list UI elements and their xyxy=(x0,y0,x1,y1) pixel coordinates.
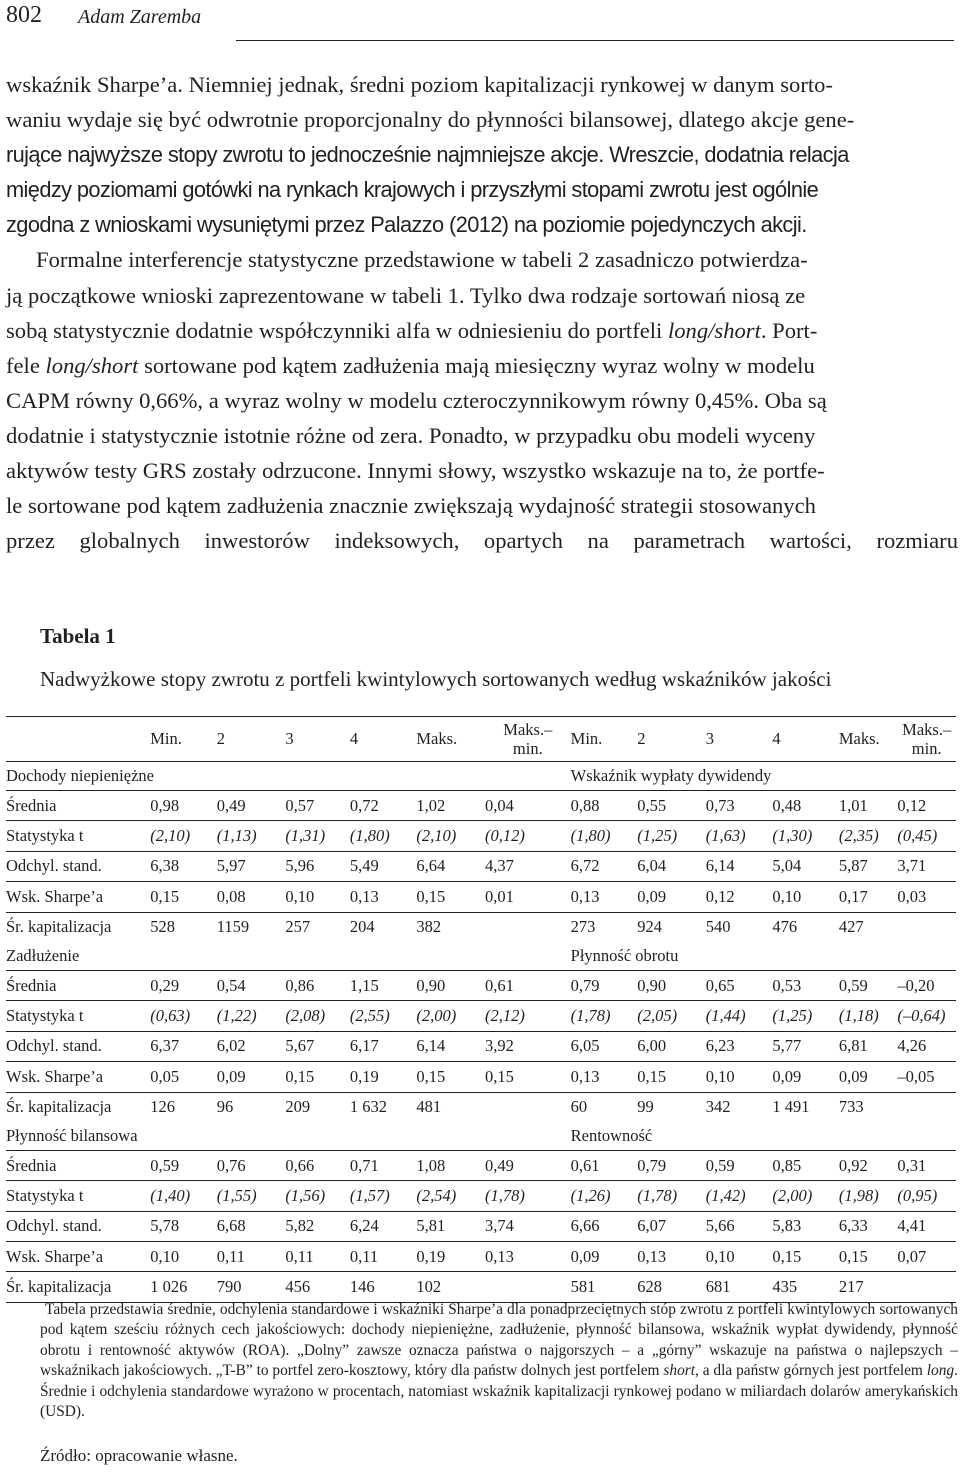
table-cell: 4,41 xyxy=(897,1216,927,1236)
table-cell: 0,15 xyxy=(637,1066,667,1086)
section-title-right: Wskaźnik wypłaty dywidendy xyxy=(570,766,772,785)
table-row xyxy=(6,1092,956,1122)
page-header xyxy=(6,2,954,36)
table-row xyxy=(6,851,956,881)
table-row xyxy=(6,1211,956,1241)
table-cell: 0,15 xyxy=(838,1246,868,1266)
table-cell: 0,01 xyxy=(484,886,514,906)
table-cell: (0,45) xyxy=(897,826,938,846)
table-cell: 681 xyxy=(705,1277,731,1297)
table-cell: 3,74 xyxy=(484,1216,514,1236)
table-cell: 790 xyxy=(216,1277,242,1297)
table-cell: 0,13 xyxy=(349,886,379,906)
table-cell: (1,25) xyxy=(637,826,678,846)
paragraph-2-line-2: ją początkowe wnioski zaprezentowane w tabeli 1. Tylko dwa rodzaje sortowań niosą ze xyxy=(6,282,806,308)
row-label: Odchyl. stand. xyxy=(6,1216,102,1236)
row-label: Śr. kapitalizacja xyxy=(6,1277,112,1297)
table-cell: 0,90 xyxy=(637,975,667,995)
table-row xyxy=(6,1272,956,1302)
table-cell: 342 xyxy=(705,1097,731,1117)
note-text-1: Tabela przedstawia średnie, odchylenia standardowe i wskaźniki Sharpe’a dla ponadprzeciętnych stóp zwrotu z portfeli kwintylowych sortowanych pod kątem sześciu różnych cech jakościowych: dochody niepieniężne, zadłużenie, płynność bilansowa, wskaźnik wypłat dywidendy, płynność obrotu i rentowność aktywów (ROA). „Dolny” zawsze oznacza państwa o najgorszych – a „górny” wskazuje na państwa o najlepszych – wskaźnikach jakościowych. „T-B” to portfel zero-kosztowy, który dla państw dolnych jest portfelem xyxy=(40,1301,958,1380)
note-text-3: . Średnie i odchylenia standardowe wyrażono w procentach, natomiast wskaźnik kapitalizacji rynkowej podano w miliardach dolarów amerykańskich (USD). xyxy=(40,1362,958,1421)
paragraph-2-line-9: przez globalnych inwestorów indeksowych, opartych na parametrach wartości, rozmiaru xyxy=(6,528,958,554)
table-cell: 60 xyxy=(570,1097,588,1117)
col-header-min: Min. xyxy=(150,729,182,748)
table-cell: 0,13 xyxy=(637,1246,667,1266)
table-cell: 6,33 xyxy=(838,1216,868,1236)
table-cell: 1,01 xyxy=(838,795,868,815)
table-cell: 0,09 xyxy=(772,1066,802,1086)
table-cell: 528 xyxy=(150,917,175,937)
p2-l3-emph: long/short xyxy=(667,317,761,343)
table-cell: 4,37 xyxy=(484,856,514,876)
table-cell: 0,59 xyxy=(705,1155,735,1175)
max-min-line2: min. xyxy=(512,739,543,758)
table-cell: 1,08 xyxy=(416,1155,446,1175)
table-cell: –0,05 xyxy=(897,1066,935,1086)
table-cell: 0,71 xyxy=(349,1155,379,1175)
table-cell: 5,82 xyxy=(285,1216,315,1236)
table-cell: 0,15 xyxy=(150,886,180,906)
table-cell: 1 491 xyxy=(772,1097,810,1117)
table-row xyxy=(6,821,956,851)
row-label: Wsk. Sharpe’a xyxy=(6,1246,104,1266)
table-cell: 0,79 xyxy=(637,1155,667,1175)
table-cell: 5,49 xyxy=(349,856,379,876)
table-cell: 6,24 xyxy=(349,1216,379,1236)
table-cell: 0,59 xyxy=(150,1155,180,1175)
table-cell xyxy=(485,1092,571,1122)
section-title-row xyxy=(6,1122,956,1151)
table-row xyxy=(6,791,956,821)
paragraph-2-line-4 xyxy=(6,348,958,383)
table-cell: (1,13) xyxy=(216,826,257,846)
table-cell: 4,26 xyxy=(897,1036,927,1056)
max-min-line1: Maks.– xyxy=(503,720,553,739)
running-head-author: Adam Zaremba xyxy=(78,6,202,28)
section-title-left: Dochody niepieniężne xyxy=(6,766,154,785)
table-row xyxy=(6,882,956,912)
table-cell: 1159 xyxy=(216,917,250,937)
table-cell: (1,30) xyxy=(772,826,813,846)
table-cell: 0,59 xyxy=(838,975,868,995)
table-cell: 6,00 xyxy=(637,1036,667,1056)
table-cell: (2,08) xyxy=(285,1006,326,1026)
table-caption: Nadwyżkowe stopy zwrotu z portfeli kwintylowych sortowanych według wskaźników jakości xyxy=(40,667,832,691)
table-cell: 0,04 xyxy=(484,795,514,815)
section-title-left: Płynność bilansowa xyxy=(6,1125,138,1145)
table-cell: 0,10 xyxy=(150,1246,180,1266)
table-cell: 0,15 xyxy=(484,1066,514,1086)
paragraph-1-line-2: waniu wydaje się być odwrotnie proporcjonalny do płynności bilansowej, dlatego akcje gene- xyxy=(6,107,855,133)
table-cell: 6,37 xyxy=(150,1036,180,1056)
table-cell: 0,13 xyxy=(484,1246,514,1266)
table-cell: 0,09 xyxy=(570,1246,600,1266)
table-cell: 0,19 xyxy=(349,1066,379,1086)
table-cell: 273 xyxy=(570,917,596,937)
section-title-row xyxy=(6,942,956,971)
table-cell: 733 xyxy=(838,1097,864,1117)
table-cell: 0,73 xyxy=(705,795,735,815)
table-cell: (1,40) xyxy=(150,1185,191,1205)
p2-l3-tail: . Port- xyxy=(760,317,818,343)
table-cell: (1,78) xyxy=(570,1006,611,1026)
row-label: Statystyka t xyxy=(6,1185,84,1205)
table-cell: 96 xyxy=(216,1097,234,1117)
col-header-max-right: Maks. xyxy=(838,729,880,748)
table-cell: 0,15 xyxy=(772,1246,802,1266)
row-label: Średnia xyxy=(6,975,57,995)
col-header-4: 4 xyxy=(349,729,359,748)
section-title-left: Zadłużenie xyxy=(6,945,80,965)
table-cell: (1,57) xyxy=(349,1185,390,1205)
row-label: Wsk. Sharpe’a xyxy=(6,886,104,906)
table-cell: 0,15 xyxy=(416,1066,446,1086)
table-cell: (1,26) xyxy=(570,1185,611,1205)
table-cell: 0,13 xyxy=(570,886,600,906)
paragraph-2-line-5: CAPM równy 0,66%, a wyraz wolny w modelu czteroczynnikowym równy 0,45%. Oba są xyxy=(6,387,827,413)
table-cell: 3,92 xyxy=(484,1036,514,1056)
table-cell xyxy=(897,1092,956,1122)
table-cell: (0,63) xyxy=(150,1006,191,1026)
table-cell: 0,13 xyxy=(570,1066,600,1086)
table-cell: 0,48 xyxy=(772,795,802,815)
table-cell: 1,15 xyxy=(349,975,379,995)
table-cell: (1,25) xyxy=(772,1006,813,1026)
table-cell: (–0,64) xyxy=(897,1006,946,1026)
row-label: Statystyka t xyxy=(6,826,84,846)
table-cell: 0,03 xyxy=(897,886,927,906)
table-cell: (1,56) xyxy=(285,1185,326,1205)
paragraph-2-line-8: le sortowane pod kątem zadłużenia znacznie zwiększają wydajność strategii stosowanych xyxy=(6,493,816,519)
table-cell: (1,78) xyxy=(637,1185,678,1205)
table-row xyxy=(6,912,956,942)
table-cell xyxy=(897,1272,956,1302)
row-label: Śr. kapitalizacja xyxy=(6,917,112,937)
table-header-row xyxy=(6,717,956,762)
table-cell: 0,29 xyxy=(150,975,180,995)
table-cell: 0,55 xyxy=(637,795,667,815)
table-cell: 0,57 xyxy=(285,795,315,815)
table-cell: 6,05 xyxy=(570,1036,600,1056)
table-cell: (1,22) xyxy=(216,1006,257,1026)
table-cell: 1 026 xyxy=(150,1277,188,1297)
table-row xyxy=(6,1031,956,1061)
table-body xyxy=(6,717,956,1303)
table-cell: 6,38 xyxy=(150,856,180,876)
row-label: Śr. kapitalizacja xyxy=(6,1097,112,1117)
table-cell: 5,66 xyxy=(705,1216,735,1236)
table-cell: (1,78) xyxy=(484,1185,525,1205)
table-cell: 435 xyxy=(772,1277,798,1297)
col-header-3: 3 xyxy=(285,729,294,748)
table-cell: 217 xyxy=(838,1277,864,1297)
table-cell: (2,35) xyxy=(838,826,879,846)
p2-l3-text: sobą statystycznie dodatnie współczynniki alfa w odniesieniu do portfeli xyxy=(6,317,668,343)
table-cell: (2,10) xyxy=(416,826,457,846)
table-cell: 146 xyxy=(349,1277,375,1297)
table-cell: 6,72 xyxy=(570,856,600,876)
table-row xyxy=(6,1150,956,1180)
table-cell: 0,11 xyxy=(285,1246,314,1266)
table-cell: 0,90 xyxy=(416,975,446,995)
col-header-2-right: 2 xyxy=(637,729,646,748)
table-cell: 0,09 xyxy=(838,1066,868,1086)
table-cell: 0,10 xyxy=(705,1066,735,1086)
table-cell: 0,05 xyxy=(150,1066,180,1086)
table-cell: 0,72 xyxy=(349,795,379,815)
row-label: Wsk. Sharpe’a xyxy=(6,1066,104,1086)
table-cell: 0,15 xyxy=(285,1066,315,1086)
table-cell: 6,68 xyxy=(216,1216,246,1236)
table-cell: 0,08 xyxy=(216,886,246,906)
body-text xyxy=(6,67,958,558)
section-title-right: Rentowność xyxy=(570,1125,653,1145)
max-min-right-line2: min. xyxy=(911,739,942,758)
table-cell: 0,53 xyxy=(772,975,802,995)
table-cell: 0,09 xyxy=(216,1066,246,1086)
row-label: Odchyl. stand. xyxy=(6,856,102,876)
page-number: 802 xyxy=(6,2,42,28)
table-cell: 5,96 xyxy=(285,856,315,876)
results-table xyxy=(6,716,956,1303)
table-cell: 6,66 xyxy=(570,1216,600,1236)
table-cell: (2,05) xyxy=(637,1006,678,1026)
paragraph-2-line-1: Formalne interferencje statystyczne przedstawione w tabeli 2 zasadniczo potwierdza- xyxy=(36,247,808,273)
table-cell: 0,54 xyxy=(216,975,246,995)
table-cell: 0,98 xyxy=(150,795,180,815)
table-cell: 6,07 xyxy=(637,1216,667,1236)
table-cell: (1,63) xyxy=(705,826,746,846)
table-cell: 0,17 xyxy=(838,886,868,906)
paragraph-2-line-6: dodatnie i statystycznie istotnie różne od zera. Ponadto, w przypadku obu modeli wyceny xyxy=(6,422,816,448)
table-cell: 6,64 xyxy=(416,856,446,876)
table-cell: 1 632 xyxy=(349,1097,387,1117)
note-emph-long: long xyxy=(926,1362,955,1380)
table-cell: 6,02 xyxy=(216,1036,246,1056)
table-cell: 382 xyxy=(416,917,442,937)
table-cell xyxy=(897,912,956,942)
table-cell: 0,86 xyxy=(285,975,315,995)
table-cell: 204 xyxy=(349,917,375,937)
table-cell: 126 xyxy=(150,1097,175,1117)
table-cell: 1,02 xyxy=(416,795,446,815)
section-title-right: Płynność obrotu xyxy=(570,945,679,965)
table-cell: 5,78 xyxy=(150,1216,180,1236)
table-cell: 3,71 xyxy=(897,856,927,876)
max-min-right-line1: Maks.– xyxy=(902,720,952,739)
table-cell: –0,20 xyxy=(897,975,935,995)
table-cell: 6,81 xyxy=(838,1036,868,1056)
col-header-2: 2 xyxy=(216,729,225,748)
table-title: Tabela 1 xyxy=(40,624,116,648)
table-cell: 5,04 xyxy=(772,856,802,876)
col-header-min-right: Min. xyxy=(570,729,603,748)
table-cell: 0,31 xyxy=(897,1155,927,1175)
p2-l4-tail: sortowane pod kątem zadłużenia mają miesięczny wyraz wolny w modelu xyxy=(138,352,815,378)
table-cell: 0,09 xyxy=(637,886,667,906)
table-cell: 0,15 xyxy=(416,886,446,906)
table-cell: 5,67 xyxy=(285,1036,315,1056)
table-cell: 0,85 xyxy=(772,1155,802,1175)
col-header-4-right: 4 xyxy=(772,729,781,748)
table-cell: 6,04 xyxy=(637,856,667,876)
table-cell: 0,12 xyxy=(705,886,735,906)
paragraph-1-line-5: zgodna z wnioskami wysuniętymi przez Palazzo (2012) na poziomie pojedynczych akcji. xyxy=(6,212,807,238)
note-emph-short: short xyxy=(663,1362,696,1380)
table-cell: 0,10 xyxy=(285,886,315,906)
table-cell: (1,55) xyxy=(216,1185,257,1205)
table-cell: (1,42) xyxy=(705,1185,746,1205)
table-cell: 99 xyxy=(637,1097,654,1117)
table-cell: (1,18) xyxy=(838,1006,879,1026)
table-row xyxy=(6,1001,956,1031)
table-cell: 0,66 xyxy=(285,1155,315,1175)
table-cell: 0,92 xyxy=(838,1155,868,1175)
table-cell: (0,95) xyxy=(897,1185,938,1205)
p2-l4-text: fele xyxy=(6,352,46,378)
row-label: Statystyka t xyxy=(6,1006,84,1026)
note-text-2: , a dla państw górnych jest portfelem xyxy=(695,1362,927,1380)
table-cell: 456 xyxy=(285,1277,311,1297)
table-cell: 540 xyxy=(705,917,731,937)
table-cell: (0,12) xyxy=(484,826,525,846)
table-row xyxy=(6,970,956,1000)
table-cell: (1,80) xyxy=(570,826,611,846)
table-cell: (1,80) xyxy=(349,826,390,846)
paragraph-1-line-1: wskaźnik Sharpe’a. Niemniej jednak, średni poziom kapitalizacji rynkowej w danym sorto- xyxy=(6,72,833,97)
table-cell: 0,49 xyxy=(216,795,246,815)
table-cell xyxy=(485,912,571,942)
paragraph-2-line-3 xyxy=(6,313,958,348)
table-row xyxy=(6,1062,956,1092)
paragraph-1-line-3: rujące najwyższe stopy zwrotu to jednocześnie najmniejsze akcje. Wreszcie, dodatnia relacja xyxy=(6,142,849,168)
row-label: Średnia xyxy=(6,1155,57,1175)
table-cell: (1,98) xyxy=(838,1185,879,1205)
table-cell: (1,31) xyxy=(285,826,326,846)
table-cell: 0,61 xyxy=(484,975,514,995)
header-empty xyxy=(6,717,150,762)
table-cell: 0,12 xyxy=(897,795,927,815)
table-cell: 0,11 xyxy=(349,1246,379,1266)
table-cell: 0,88 xyxy=(570,795,600,815)
table-cell: 5,87 xyxy=(838,856,868,876)
paragraph-2-line-7: aktywów testy GRS zostały odrzucone. Innymi słowy, wszystko wskazuje na to, że portfe- xyxy=(6,458,825,484)
table-note xyxy=(40,1300,958,1422)
table-cell: 0,79 xyxy=(570,975,600,995)
table-row xyxy=(6,1181,956,1211)
table-cell: (2,10) xyxy=(150,826,191,846)
table-cell: 0,10 xyxy=(772,886,802,906)
source-line: Źródło: opracowanie własne. xyxy=(40,1446,238,1465)
section-title-row xyxy=(6,762,956,791)
table-cell: 0,07 xyxy=(897,1246,927,1266)
table-cell: 6,14 xyxy=(705,856,735,876)
table-cell: 0,19 xyxy=(416,1246,446,1266)
col-header-max-min xyxy=(485,717,571,762)
table-cell: 0,76 xyxy=(216,1155,246,1175)
table-cell: (2,12) xyxy=(484,1006,525,1026)
table-cell: 628 xyxy=(637,1277,662,1297)
table-cell: 6,14 xyxy=(416,1036,446,1056)
table-cell: (2,00) xyxy=(772,1185,813,1205)
table-cell: 476 xyxy=(772,917,798,937)
table-cell xyxy=(485,1272,571,1302)
table-cell: 0,10 xyxy=(705,1246,735,1266)
table-cell: 6,23 xyxy=(705,1036,735,1056)
table-cell: 257 xyxy=(285,917,311,937)
col-header-max: Maks. xyxy=(416,729,458,748)
table-cell: 481 xyxy=(416,1097,442,1117)
col-header-max-min-right xyxy=(897,717,956,762)
table-cell: 5,97 xyxy=(216,856,246,876)
header-rule xyxy=(236,40,954,41)
table-cell: 0,65 xyxy=(705,975,735,995)
table-row xyxy=(6,1242,956,1272)
col-header-3-right: 3 xyxy=(705,729,715,748)
paragraph-1-line-4: między poziomami gotówki na rynkach krajowych i przyszłymi stopami zwrotu jest ogólnie xyxy=(6,177,819,203)
table-cell: (2,54) xyxy=(416,1185,457,1205)
table-cell: 0,61 xyxy=(570,1155,600,1175)
table-cell: 581 xyxy=(570,1277,596,1297)
table-cell: 209 xyxy=(285,1097,311,1117)
table-cell: 0,11 xyxy=(216,1246,246,1266)
table-cell: (1,44) xyxy=(705,1006,746,1026)
table-cell: 427 xyxy=(838,917,864,937)
table-cell: 5,83 xyxy=(772,1216,802,1236)
row-label: Średnia xyxy=(6,795,57,815)
table-cell: 5,77 xyxy=(772,1036,802,1056)
table-cell: 6,17 xyxy=(349,1036,379,1056)
table-cell: 102 xyxy=(416,1277,442,1297)
table-cell: (2,55) xyxy=(349,1006,390,1026)
p2-l4-emph: long/short xyxy=(45,352,139,378)
table-cell: 0,49 xyxy=(484,1155,514,1175)
table-cell: (2,00) xyxy=(416,1006,457,1026)
table-cell: 924 xyxy=(637,917,662,937)
table-cell: 5,81 xyxy=(416,1216,446,1236)
row-label: Odchyl. stand. xyxy=(6,1036,102,1056)
